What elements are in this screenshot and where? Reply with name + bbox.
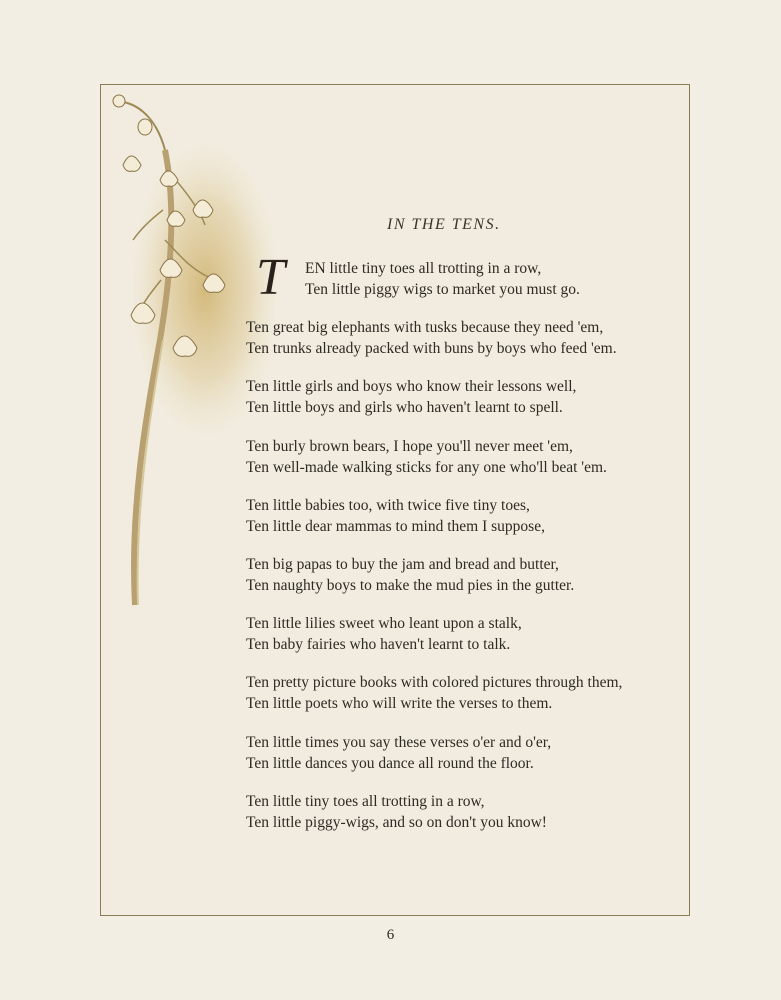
stanza-10 [246,791,676,833]
stanza-6 [246,554,676,596]
poem-line: Ten baby fairies who haven't learnt to talk. [246,636,511,654]
poem-line: Ten little girls and boys who know their lessons well, [246,378,577,396]
poem-line: Ten great big elephants with tusks because they need 'em, [246,319,604,337]
poem-body [246,249,676,850]
poem-line: Ten little boys and girls who haven't learnt to spell. [246,399,563,417]
poem-line: Ten little times you say these verses o'er and o'er, [246,733,552,751]
stanza-3 [246,376,676,418]
stanza-7 [246,613,676,655]
stanza-1 [246,249,676,306]
page-number: 6 [386,927,395,943]
poem-line: Ten pretty picture books with colored pictures through them, [246,674,623,692]
stanza-9 [246,732,676,774]
poem-line: Ten little babies too, with twice five tiny toes, [246,496,530,514]
poem-line: Ten little dear mammas to mind them I suppose, [246,517,545,535]
stanza-4 [246,436,676,478]
poem-line: Ten well-made walking sticks for any one who'll beat 'em. [246,458,607,476]
poem-line: EN little tiny toes all trotting in a row, [305,260,542,277]
drop-cap: T [256,249,285,306]
stanza-5 [246,495,676,537]
poem-line: Ten burly brown bears, I hope you'll never meet 'em, [246,437,573,455]
poem-line: Ten little tiny toes all trotting in a row, [246,792,485,810]
poem-line: Ten little piggy-wigs, and so on don't you know! [246,813,547,831]
poem-line: Ten little piggy wigs to market you must go. [305,281,580,298]
poem-line: Ten little poets who will write the verses to them. [246,695,553,713]
poem-line: Ten big papas to buy the jam and bread and butter, [246,555,559,573]
poem-line: Ten naughty boys to make the mud pies in the gutter. [246,576,575,594]
poem-line: Ten little lilies sweet who leant upon a stalk, [246,615,522,633]
poem-title: IN THE TENS. [387,216,501,233]
poem-line: Ten trunks already packed with buns by boys who feed 'em. [246,340,617,358]
stanza-8 [246,672,676,714]
stanza-2 [246,317,676,359]
poem-line: Ten little dances you dance all round the floor. [246,754,534,772]
